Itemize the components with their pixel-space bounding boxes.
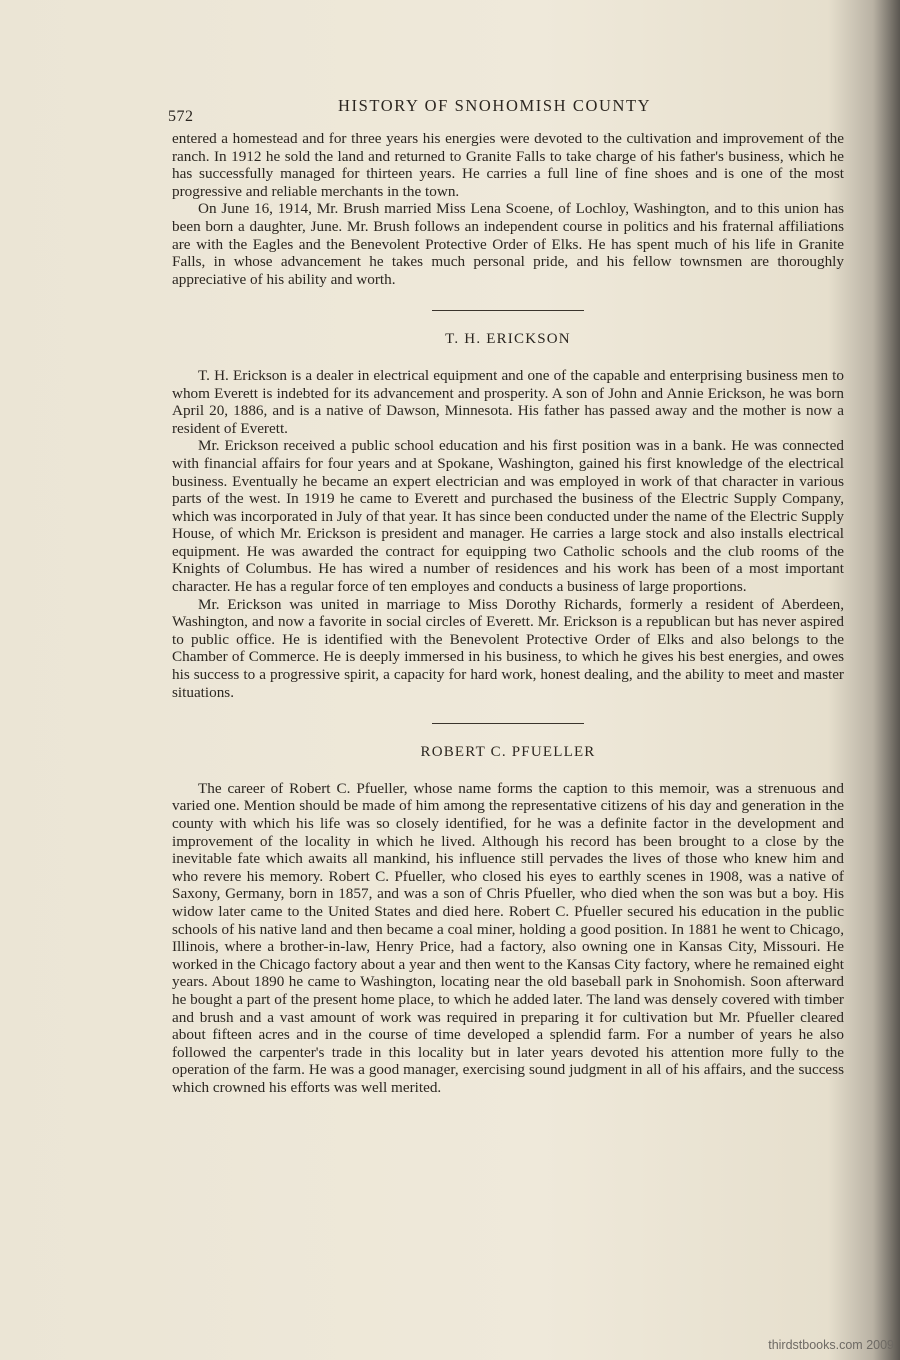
erickson-paragraph-2: Mr. Erickson received a public school education and his first position was in a bank. He was connected with financial affairs for four years and at Spokane, Washington, gained his first knowledge of the electrical business. Eventually he became an expert electrician and was employed in work of that character in various parts of the west. In 1919 he came to Everett and purchased the business of the Electric Supply Company, which was incorporated in July of that year. It has since been conducted under the name of the Electric Supply House, of which Mr. Erickson is president and manager. He carries a large stock and also installs electrical equipment. He was awarded the contract for equipping two Catholic schools and the club rooms of the Knights of Columbus. He has wired a number of residences and his work has been of a most important character. He has a regular force of ten employes and conducts a business of large proportions.	[172, 437, 844, 596]
erickson-paragraph-1: T. H. Erickson is a dealer in electrical equipment and one of the capable and enterprising business men to whom Everett is indebted for its advancement and prosperity. A son of John and Annie Erickson, he was born April 20, 1886, and is a native of Dawson, Minnesota. His father has passed away and the mother is now a resident of Everett.	[172, 366, 844, 437]
watermark: thirdstbooks.com 2009	[768, 1338, 894, 1352]
section-divider	[432, 310, 584, 311]
section-title-erickson: T. H. ERICKSON	[445, 331, 571, 348]
section-title-pfueller: ROBERT C. PFUELLER	[420, 744, 596, 761]
brush-paragraph-1: entered a homestead and for three years his energies were devoted to the cultivation and improvement of the ranch. In 1912 he sold the land and returned to Granite Falls to take charge of his father's business, which he has successfully managed for thirteen years. He carries a full line of fine shoes and is one of the most progressive and reliable merchants in the town.	[172, 130, 844, 200]
erickson-paragraph-3: Mr. Erickson was united in marriage to Miss Dorothy Richards, formerly a resident of Aberdeen, Washington, and now a favorite in social circles of Everett. Mr. Erickson is a republican but has never aspired to public office. He is identified with the Benevolent Protective Order of Elks and also belongs to the Chamber of Commerce. He is deeply immersed in his business, to which he gives his best energies, and owes his success to a progressive spirit, a capacity for hard work, honest dealing, and the ability to meet and master situations.	[172, 595, 844, 701]
page-number: 572	[168, 108, 194, 125]
running-head: HISTORY OF SNOHOMISH COUNTY	[338, 96, 652, 115]
pfueller-paragraph-1: The career of Robert C. Pfueller, whose name forms the caption to this memoir, was a strenuous and varied one. Mention should be made of him among the representative citizens of his day and generation in the county with which his life was so closely identified, for he was a definite factor in the development and improvement of the locality in which he lived. Although his record has been brought to a close by the inevitable fate which awaits all mankind, his influence still pervades the lives of those who knew him and who revere his memory. Robert C. Pfueller, who closed his eyes to earthly scenes in 1908, was a native of Saxony, Germany, born in 1857, and was a son of Chris Pfueller, who died when the son was but a boy. His widow later came to the United States and died here. Robert C. Pfueller secured his education in the public schools of his native land and then became a coal miner, holding a good position. In 1881 he went to Chicago, Illinois, where a brother-in-law, Henry Price, had a factory, also owning one in Kansas City, Missouri. He worked in the Chicago factory about a year and then went to the Kansas City factory, where he remained eight years. About 1890 he came to Washington, locating near the old baseball park in Snohomish. Soon afterward he bought a part of the present home place, to which he added later. The land was densely covered with timber and brush and a vast amount of work was required in preparing it for cultivation but Mr. Pfueller cleared about fifteen acres and in the course of time developed a splendid farm. For a number of years he also followed the carpenter's trade in this locality but in later years devoted his attention more fully to the operation of the farm. He was a good manager, exercising sound judgment in all of his affairs, and the success which crowned his efforts was well merited.	[172, 779, 844, 1096]
brush-paragraph-2: On June 16, 1914, Mr. Brush married Miss Lena Scoene, of Lochloy, Washington, and to this union has been born a daughter, June. Mr. Brush follows an independent course in politics and his fraternal affiliations are with the Eagles and the Benevolent Protective Order of Elks. He has spent much of his life in Granite Falls, in whose advancement he takes much personal pride, and his fellow townsmen are thoroughly appreciative of his ability and worth.	[172, 200, 844, 288]
page-body	[172, 130, 844, 1097]
section-divider	[432, 723, 584, 724]
page-header	[168, 96, 848, 126]
